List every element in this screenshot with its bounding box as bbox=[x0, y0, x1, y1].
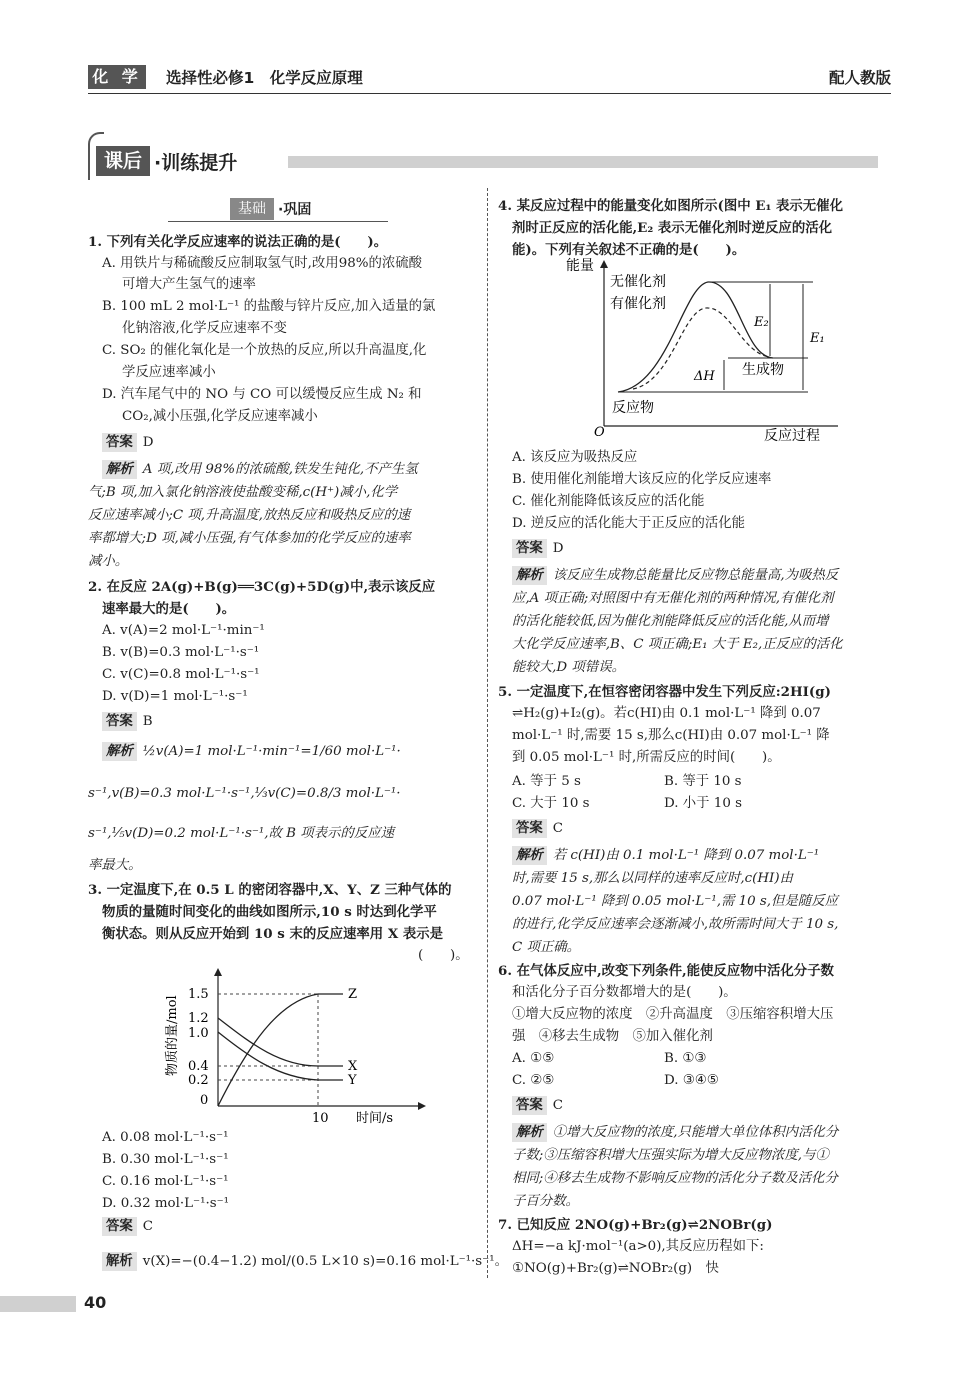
edition-label: 配人教版 bbox=[828, 69, 891, 87]
q3-stem: 3. 一定温度下,在 0.5 L 的密闭容器中,X、Y、Z 三种气体的 bbox=[88, 882, 452, 898]
q2-analysis-1 bbox=[102, 742, 401, 762]
q1-option-a: A. 用铁片与稀硫酸反应制取氢气时,改用98%的浓硫酸 bbox=[102, 256, 423, 271]
q4-stem-cont2: 能)。下列有关叙述不正确的是( )。 bbox=[512, 242, 746, 258]
q6-option-d: D. ③④⑤ bbox=[664, 1073, 719, 1088]
q5-analysis-2: 时,需要 15 s,那么以同样的速率反应时,c(HI)由 bbox=[512, 871, 793, 886]
q6-analysis-4: 子百分数。 bbox=[512, 1194, 579, 1209]
q4-option-c: C. 催化剂能降低该反应的活化能 bbox=[512, 494, 705, 509]
section-bar bbox=[288, 156, 878, 168]
ytick-1.0: 1.0 bbox=[188, 1026, 209, 1041]
q4-stem: 4. 某反应过程中的能量变化如图所示(图中 E₁ 表示无催化 bbox=[498, 198, 843, 214]
q1-option-c: C. SO₂ 的催化氧化是一个放热的反应,所以升高温度,化 bbox=[102, 343, 427, 358]
q5-stem-cont1: ⇌H₂(g)+I₂(g)。若c(HI)由 0.1 mol·L⁻¹ 降到 0.07 bbox=[512, 706, 821, 721]
q7-stem: 7. 已知反应 2NO(g)+Br₂(g)⇌2NOBr(g) bbox=[498, 1217, 773, 1233]
q4-answer bbox=[512, 539, 564, 559]
amount-time-chart bbox=[158, 966, 448, 1126]
analysis-tag: 解析 bbox=[102, 742, 137, 761]
q1-option-b-cont: 化钠溶液,化学反应速率不变 bbox=[122, 321, 287, 336]
page-number-bar bbox=[0, 1296, 76, 1312]
q5-stem-cont3: 到 0.05 mol·L⁻¹ 时,所需反应的时间( )。 bbox=[512, 750, 781, 765]
analysis-tag: 解析 bbox=[102, 460, 137, 479]
e1-label: E₁ bbox=[810, 331, 825, 346]
q2-analysis-2: s⁻¹,v(B)=0.3 mol·L⁻¹·s⁻¹,⅓v(C)=0.8/3 mol·L⁻¹· bbox=[88, 786, 401, 801]
no-catalyst-label: 无催化剂 bbox=[610, 274, 666, 290]
answer-value: D bbox=[552, 541, 564, 556]
x-axis-label: 时间/s bbox=[356, 1111, 394, 1126]
subsection-text: ·巩固 bbox=[278, 202, 312, 218]
catalyst-label: 有催化剂 bbox=[610, 296, 666, 312]
analysis-text: 该反应生成物总能量比反应物总能量高,为吸热反 bbox=[552, 568, 839, 583]
y-axis-label: 物质的量/mol bbox=[165, 995, 180, 1076]
label-y: Y bbox=[348, 1073, 357, 1088]
q5-stem: 5. 一定温度下,在恒容密闭容器中发生下列反应:2HI(g) bbox=[498, 684, 831, 700]
q2-option-b: B. v(B)=0.3 mol·L⁻¹·s⁻¹ bbox=[102, 645, 260, 660]
answer-value: C bbox=[142, 1219, 154, 1234]
analysis-text: ½v(A)=1 mol·L⁻¹·min⁻¹=1/60 mol·L⁻¹· bbox=[142, 744, 401, 759]
q6-answer bbox=[512, 1096, 563, 1116]
q6-analysis-2: 子数;③压缩容积增大压强实际为增大反应物浓度,与① bbox=[512, 1148, 829, 1163]
q1-option-b: B. 100 mL 2 mol·L⁻¹ 的盐酸与锌片反应,加入适量的氯 bbox=[102, 299, 436, 314]
y-axis-arrow bbox=[600, 260, 608, 268]
q4-option-b: B. 使用催化剂能增大该反应的化学反应速率 bbox=[512, 472, 772, 487]
q6-stem-cont2: ①增大反应物的浓度 ②升高温度 ③压缩容积增大压 bbox=[512, 1007, 834, 1022]
q4-analysis-4: 大化学反应速率,B、C 项正确;E₁ 大于 E₂,正反应的活化 bbox=[512, 637, 843, 652]
q5-answer bbox=[512, 819, 563, 839]
e2-label: E₂ bbox=[754, 315, 769, 330]
q3-option-c: C. 0.16 mol·L⁻¹·s⁻¹ bbox=[102, 1174, 229, 1189]
label-x: X bbox=[348, 1059, 358, 1074]
answer-value: B bbox=[142, 714, 153, 729]
subsection-title bbox=[188, 196, 328, 224]
q4-analysis-1 bbox=[512, 566, 838, 586]
q5-analysis-1 bbox=[512, 846, 819, 866]
q1-stem: 1. 下列有关化学反应速率的说法正确的是( )。 bbox=[88, 234, 388, 250]
q3-stem-cont2: 衡状态。则从反应开始到 10 s 末的反应速率用 X 表示是 bbox=[102, 926, 444, 942]
x-axis-arrow bbox=[418, 1102, 426, 1110]
q6-stem: 6. 在气体反应中,改变下列条件,能使反应物中活化分子数 bbox=[498, 963, 834, 979]
q5-option-c: C. 大于 10 s bbox=[512, 796, 590, 811]
q3-option-b: B. 0.30 mol·L⁻¹·s⁻¹ bbox=[102, 1152, 229, 1167]
subsection-rule bbox=[168, 221, 388, 222]
q2-option-a: A. v(A)=2 mol·L⁻¹·min⁻¹ bbox=[102, 623, 265, 638]
q1-analysis-1 bbox=[102, 460, 418, 480]
analysis-tag: 解析 bbox=[512, 1123, 547, 1142]
answer-value: C bbox=[552, 1098, 564, 1113]
q4-analysis-3: 的活化能较低,因为催化剂能降低反应的活化能,从而增 bbox=[512, 614, 829, 629]
analysis-text: ①增大反应物的浓度,只能增大单位体积内活化分 bbox=[552, 1125, 839, 1140]
q2-analysis-3: s⁻¹,⅕v(D)=0.2 mol·L⁻¹·s⁻¹,故 B 项表示的反应速 bbox=[88, 826, 394, 841]
q6-option-a: A. ①⑤ bbox=[512, 1051, 555, 1066]
q4-stem-cont1: 剂时正反应的活化能,E₂ 表示无催化剂时逆反应的活化 bbox=[512, 220, 832, 236]
xtick-10: 10 bbox=[312, 1111, 329, 1126]
q1-analysis-4: 率都增大;D 项,减小压强,有气体参加的化学反应的速率 bbox=[88, 531, 411, 546]
analysis-tag: 解析 bbox=[512, 846, 547, 865]
q7-stem-cont1: ΔH=−a kJ·mol⁻¹(a>0),其反应历程如下: bbox=[512, 1239, 764, 1254]
ytick-1.5: 1.5 bbox=[188, 987, 209, 1002]
subject-label: 化 学 bbox=[88, 65, 146, 89]
analysis-tag: 解析 bbox=[102, 1252, 137, 1271]
curve-z bbox=[218, 994, 343, 1106]
answer-tag: 答案 bbox=[102, 433, 137, 452]
q3-answer bbox=[102, 1217, 153, 1237]
y-axis-arrow bbox=[214, 968, 222, 976]
q5-stem-cont2: mol·L⁻¹ 时,需要 15 s,那么c(HI)由 0.07 mol·L⁻¹ 降 bbox=[512, 728, 830, 743]
q6-stem-cont3: 强 ④移去生成物 ⑤加入催化剂 bbox=[512, 1029, 713, 1044]
q4-option-a: A. 该反应为吸热反应 bbox=[512, 450, 638, 465]
q6-analysis-1 bbox=[512, 1123, 838, 1143]
answer-tag: 答案 bbox=[102, 712, 137, 731]
q3-option-d: D. 0.32 mol·L⁻¹·s⁻¹ bbox=[102, 1196, 230, 1211]
q1-option-a-cont: 可增大产生氢气的速率 bbox=[122, 277, 256, 292]
answer-tag: 答案 bbox=[102, 1217, 137, 1236]
answer-value: D bbox=[142, 435, 154, 450]
column-divider bbox=[487, 188, 488, 1278]
q5-option-d: D. 小于 10 s bbox=[664, 796, 742, 811]
origin-label: O bbox=[594, 425, 605, 440]
answer-value: C bbox=[552, 821, 564, 836]
subsection-box: 基础 bbox=[230, 198, 274, 220]
ytick-0.4: 0.4 bbox=[188, 1059, 209, 1074]
label-z: Z bbox=[348, 987, 358, 1002]
q4-analysis-2: 应,A 项正确;对照图中有无催化剂的两种情况,有催化剂 bbox=[512, 591, 834, 606]
answer-tag: 答案 bbox=[512, 819, 547, 838]
q2-answer bbox=[102, 712, 153, 732]
ytick-0: 0 bbox=[200, 1093, 209, 1108]
q6-option-c: C. ②⑤ bbox=[512, 1073, 555, 1088]
q1-option-d-cont: CO₂,减小压强,化学反应速率减小 bbox=[122, 409, 318, 424]
analysis-text: A 项,改用 98%的浓硫酸,铁发生钝化,不产生氢 bbox=[142, 462, 418, 477]
section-box: 课后 bbox=[96, 146, 150, 176]
section-title-text: ·训练提升 bbox=[154, 152, 238, 174]
ytick-1.2: 1.2 bbox=[188, 1011, 209, 1026]
header-rule bbox=[88, 93, 891, 94]
q4-analysis-5: 能较大,D 项错误。 bbox=[512, 660, 625, 675]
q5-analysis-4: 的进行,化学反应速率会逐渐减小,故所需时间大于 10 s, bbox=[512, 917, 839, 932]
q2-option-d: D. v(D)=1 mol·L⁻¹·s⁻¹ bbox=[102, 689, 248, 704]
answer-tag: 答案 bbox=[512, 539, 547, 558]
ytick-0.2: 0.2 bbox=[188, 1073, 209, 1088]
q3-blank: ( )。 bbox=[418, 948, 469, 963]
q5-analysis-5: C 项正确。 bbox=[512, 940, 581, 955]
analysis-tag: 解析 bbox=[512, 566, 547, 585]
q1-analysis-3: 反应速率减小;C 项,升高温度,放热反应和吸热反应的速 bbox=[88, 508, 411, 523]
page-number: 40 bbox=[84, 1293, 107, 1312]
q2-stem: 2. 在反应 2A(g)+B(g)══3C(g)+5D(g)中,表示该反应 bbox=[88, 579, 436, 595]
reactant-label: 反应物 bbox=[612, 400, 654, 416]
q2-analysis-4: 率最大。 bbox=[88, 858, 142, 873]
q6-stem-cont1: 和活化分子百分数都增大的是( )。 bbox=[512, 985, 737, 1000]
q3-stem-cont1: 物质的量随时间变化的曲线如图所示,10 s 时达到化学平 bbox=[102, 904, 437, 920]
q1-analysis-5: 减小。 bbox=[88, 554, 129, 569]
q6-analysis-3: 相同;④移去生成物不影响反应物的活化分子数及活化分 bbox=[512, 1171, 838, 1186]
book-title: 选择性必修1 化学反应原理 bbox=[166, 69, 363, 87]
answer-tag: 答案 bbox=[512, 1096, 547, 1115]
q5-option-a: A. 等于 5 s bbox=[512, 774, 581, 789]
curve-y bbox=[218, 1032, 343, 1080]
curve-x bbox=[218, 1018, 343, 1066]
process-label: 反应过程 bbox=[764, 428, 820, 444]
q2-option-c: C. v(C)=0.8 mol·L⁻¹·s⁻¹ bbox=[102, 667, 260, 682]
page-header bbox=[88, 62, 891, 92]
energy-label: 能量 bbox=[566, 258, 594, 274]
q7-stem-cont2: ①NO(g)+Br₂(g)⇌NOBr₂(g) 快 bbox=[512, 1261, 719, 1276]
q1-option-c-cont: 学反应速率减小 bbox=[122, 365, 216, 380]
q1-answer bbox=[102, 433, 154, 453]
dh-label: ΔH bbox=[694, 369, 715, 384]
q3-option-a: A. 0.08 mol·L⁻¹·s⁻¹ bbox=[102, 1130, 229, 1145]
analysis-text: v(X)=−(0.4−1.2) mol/(0.5 L×10 s)=0.16 mol·L⁻¹·s⁻¹。 bbox=[142, 1254, 508, 1269]
q2-stem-cont: 速率最大的是( )。 bbox=[102, 601, 236, 617]
product-label: 生成物 bbox=[742, 362, 784, 378]
section-title bbox=[88, 132, 888, 178]
energy-diagram bbox=[558, 256, 858, 446]
q3-analysis bbox=[102, 1252, 508, 1272]
q6-option-b: B. ①③ bbox=[664, 1051, 707, 1066]
q5-option-b: B. 等于 10 s bbox=[664, 774, 742, 789]
analysis-text: 若 c(HI)由 0.1 mol·L⁻¹ 降到 0.07 mol·L⁻¹ bbox=[552, 848, 820, 863]
q1-analysis-2: 气;B 项,加入氯化钠溶液使盐酸变稀,c(H⁺)减小,化学 bbox=[88, 485, 398, 500]
q1-option-d: D. 汽车尾气中的 NO 与 CO 可以缓慢反应生成 N₂ 和 bbox=[102, 387, 422, 402]
q4-option-d: D. 逆反应的活化能大于正反应的活化能 bbox=[512, 516, 746, 531]
q5-analysis-3: 0.07 mol·L⁻¹ 降到 0.05 mol·L⁻¹,需 10 s,但是随反应 bbox=[512, 894, 838, 909]
